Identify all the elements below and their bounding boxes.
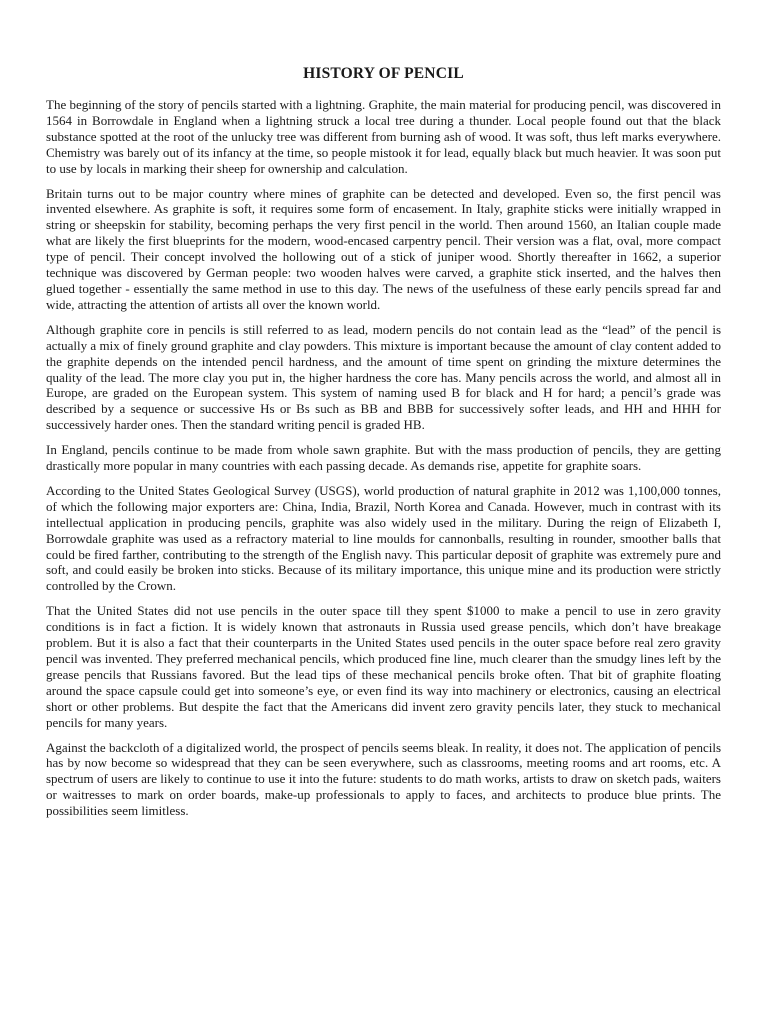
paragraph-6: That the United States did not use pencils in the outer space till they spent $1000 to make a pencil to use in zero gravity conditions is in fact a fiction. It is widely known that astronauts in Russia used grease pencils, which don’t have breakage problem. But it is also a fact that their counterparts in the United States used pencils in the outer space before real zero gravity pencil was invented. They preferred mechanical pencils, which produced fine line, much clearer than the smudgy lines left by the grease pencils that Russians favored. But the lead tips of these mechanical pencils broke often. That bit of graphite floating around the space capsule could get into someone’s eye, or even find its way into machinery or electronics, causing an electrical short or other problems. But despite the fact that the Americans did invent zero gravity pencils later, they stuck to mechanical pencils for many years. — [46, 603, 721, 730]
paragraph-4: In England, pencils continue to be made from whole sawn graphite. But with the mass production of pencils, they are getting drastically more popular in many countries with each passing decade. As demands rise, appetite for graphite soars. — [46, 442, 721, 474]
document-page — [46, 64, 721, 828]
paragraph-2: Britain turns out to be major country where mines of graphite can be detected and developed. Even so, the first pencil was invented elsewhere. As graphite is soft, it requires some form of encasement. In Italy, graphite sticks were initially wrapped in string or sheepskin for stability, becoming perhaps the very first pencil in the world. Then around 1560, an Italian couple made what are likely the first blueprints for the modern, wood-encased carpentry pencil. Their version was a flat, oval, more compact type of pencil. Their concept involved the hollowing out of a stick of juniper wood. Shortly thereafter in 1662, a superior technique was discovered by German people: two wooden halves were carved, a graphite stick inserted, and the halves then glued together - essentially the same method in use to this day. The news of the usefulness of these early pencils spread far and wide, attracting the attention of artists all over the known world. — [46, 185, 721, 312]
document-title: HISTORY OF PENCIL — [303, 65, 464, 82]
paragraph-5: According to the United States Geological Survey (USGS), world production of natural graphite in 2012 was 1,100,000 tonnes, of which the following major exporters are: China, India, Brazil, North Korea and Canada. However, much in contrast with its intellectual application in producing pencils, graphite was also widely used in the military. During the reign of Elizabeth I, Borrowdale graphite was used as a refractory material to line moulds for cannonballs, resulting in rounder, smoother balls that could be fired farther, contributing to the strength of the English navy. This particular deposit of graphite was extremely pure and soft, and could easily be broken into sticks. Because of its military importance, this unique mine and its production were strictly controlled by the Crown. — [46, 482, 721, 594]
paragraph-1: The beginning of the story of pencils started with a lightning. Graphite, the main material for producing pencil, was discovered in 1564 in Borrowdale in England when a lightning struck a local tree during a thunder. Local people found out that the black substance spotted at the root of the unlucky tree was different from burning ash of wood. It was soft, thus left marks everywhere. Chemistry was barely out of its infancy at the time, so people mistook it for lead, equally black but much heavier. It was soon put to use by locals in marking their sheep for ownership and calculation. — [46, 97, 721, 176]
paragraph-7: Against the backcloth of a digitalized world, the prospect of pencils seems bleak. In reality, it does not. The application of pencils has by now become so widespread that they can be seen everywhere, such as classrooms, meeting rooms and art rooms, etc. A spectrum of users are likely to continue to use it into the future: students to do math works, artists to draw on sketch pads, waiters or waitresses to mark on order boards, make-up professionals to apply to faces, and architects to produce blue prints. The possibilities seem limitless. — [46, 739, 721, 819]
paragraph-3: Although graphite core in pencils is still referred to as lead, modern pencils do not contain lead as the “lead” of the pencil is actually a mix of finely ground graphite and clay powders. This mixture is important because the amount of clay content added to the graphite depends on the intended pencil hardness, and the amount of time spent on grinding the mixture determines the quality of the lead. The more clay you put in, the higher hardness the core has. Many pencils across the world, and almost all in Europe, are graded on the European system. This system of naming used B for black and H for hard; a pencil’s grade was described by a sequence or successive Hs or Bs such as BB and BBB for successively softer leads, and HH and HHH for successively harder ones. Then the standard writing pencil is graded HB. — [46, 321, 721, 433]
